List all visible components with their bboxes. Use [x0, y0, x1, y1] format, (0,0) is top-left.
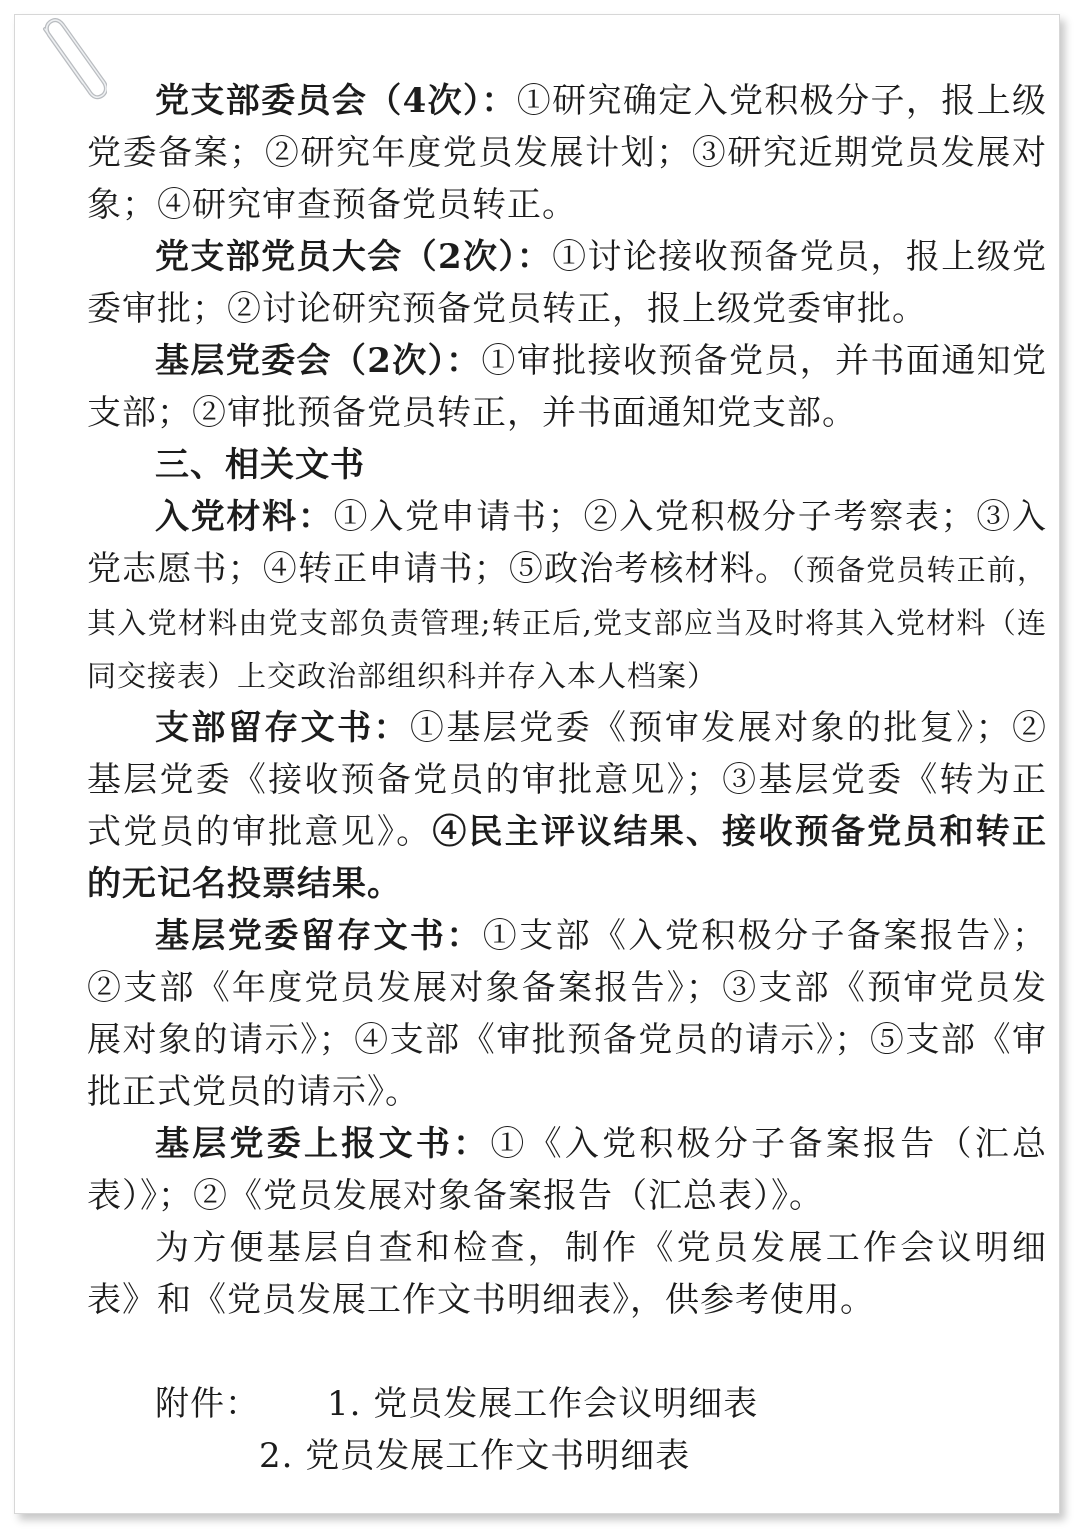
- document-page: [14, 14, 1060, 1514]
- paragraph-committee-retained-docs: [87, 910, 1047, 1118]
- paragraph-title: 党支部党员大会（2次）：: [155, 237, 553, 277]
- paragraph-title: 支部留存文书：: [155, 708, 410, 748]
- paragraph-committee-reported-docs: [87, 1118, 1047, 1222]
- paragraph-note: （预备党员转正前，其入党材料由党支部负责管理;转正后,党支部应当及时将其入党材料（连同交接表）上交政治部组织科并存入本人档案）: [87, 553, 1047, 693]
- paragraph-branch-committee: [87, 75, 1047, 231]
- attachment-item: 1. 党员发展工作会议明细表: [327, 1384, 759, 1424]
- attachment-item: 2. 党员发展工作文书明细表: [259, 1436, 691, 1476]
- paragraph-title: 基层党委会（2次）：: [155, 341, 482, 381]
- paragraph-text: ①审批接收预备党员，并书面通知党支部；②审批预备党员转正，并书面通知党支部。: [87, 341, 1047, 433]
- paragraph-grassroots-committee: [87, 335, 1047, 439]
- paragraph-text: ①基层党委《预审发展对象的批复》；②基层党委《接收预备党员的审批意见》；③基层党委《转为正式党员的审批意见》。: [87, 708, 1048, 852]
- attachment-label: 附件：: [155, 1384, 260, 1424]
- paragraph-branch-retained-docs: [87, 702, 1047, 910]
- paragraph-text: ①《入党积极分子备案报告（汇总表）》；②《党员发展对象备案报告（汇总表）》。: [87, 1124, 1048, 1216]
- section-heading: 三、相关文书: [155, 445, 365, 485]
- paragraph-text: ①讨论接收预备党员，报上级党委审批；②讨论研究预备党员转正，报上级党委审批。: [87, 237, 1047, 329]
- paragraph-membership-materials: [87, 491, 1047, 702]
- paragraph-branch-members-meeting: [87, 231, 1047, 335]
- paragraph-title: 入党材料：: [155, 497, 334, 537]
- spacer: [87, 1326, 1047, 1378]
- paragraph-bold-text: ④民主评议结果、接收预备党员和转正的无记名投票结果。: [87, 812, 1048, 904]
- paragraph-text: 为方便基层自查和检查，制作《党员发展工作会议明细表》和《党员发展工作文书明细表》，供参考使用。: [87, 1228, 1047, 1320]
- attachment-line-1: [87, 1378, 1047, 1430]
- paragraph-title: 基层党委留存文书：: [155, 916, 483, 956]
- attachment-line-2: [87, 1430, 1047, 1482]
- paragraph-title: 基层党委上报文书：: [155, 1124, 491, 1164]
- paragraph-text: ①支部《入党积极分子备案报告》；②支部《年度党员发展对象备案报告》；③支部《预审党员发展对象的请示》；④支部《审批预备党员的请示》；⑤支部《审批正式党员的请示》。: [87, 916, 1047, 1112]
- paragraph-closing: [87, 1222, 1047, 1326]
- paragraph-text: ①研究确定入党积极分子，报上级党委备案；②研究年度党员发展计划；③研究近期党员发展对象；④研究审查预备党员转正。: [87, 81, 1047, 225]
- paragraph-text: ①入党申请书；②入党积极分子考察表；③入党志愿书；④转正申请书；⑤政治考核材料。: [87, 497, 1048, 589]
- document-body: [87, 75, 1047, 1482]
- paragraph-title: 党支部委员会（4次）：: [155, 81, 517, 121]
